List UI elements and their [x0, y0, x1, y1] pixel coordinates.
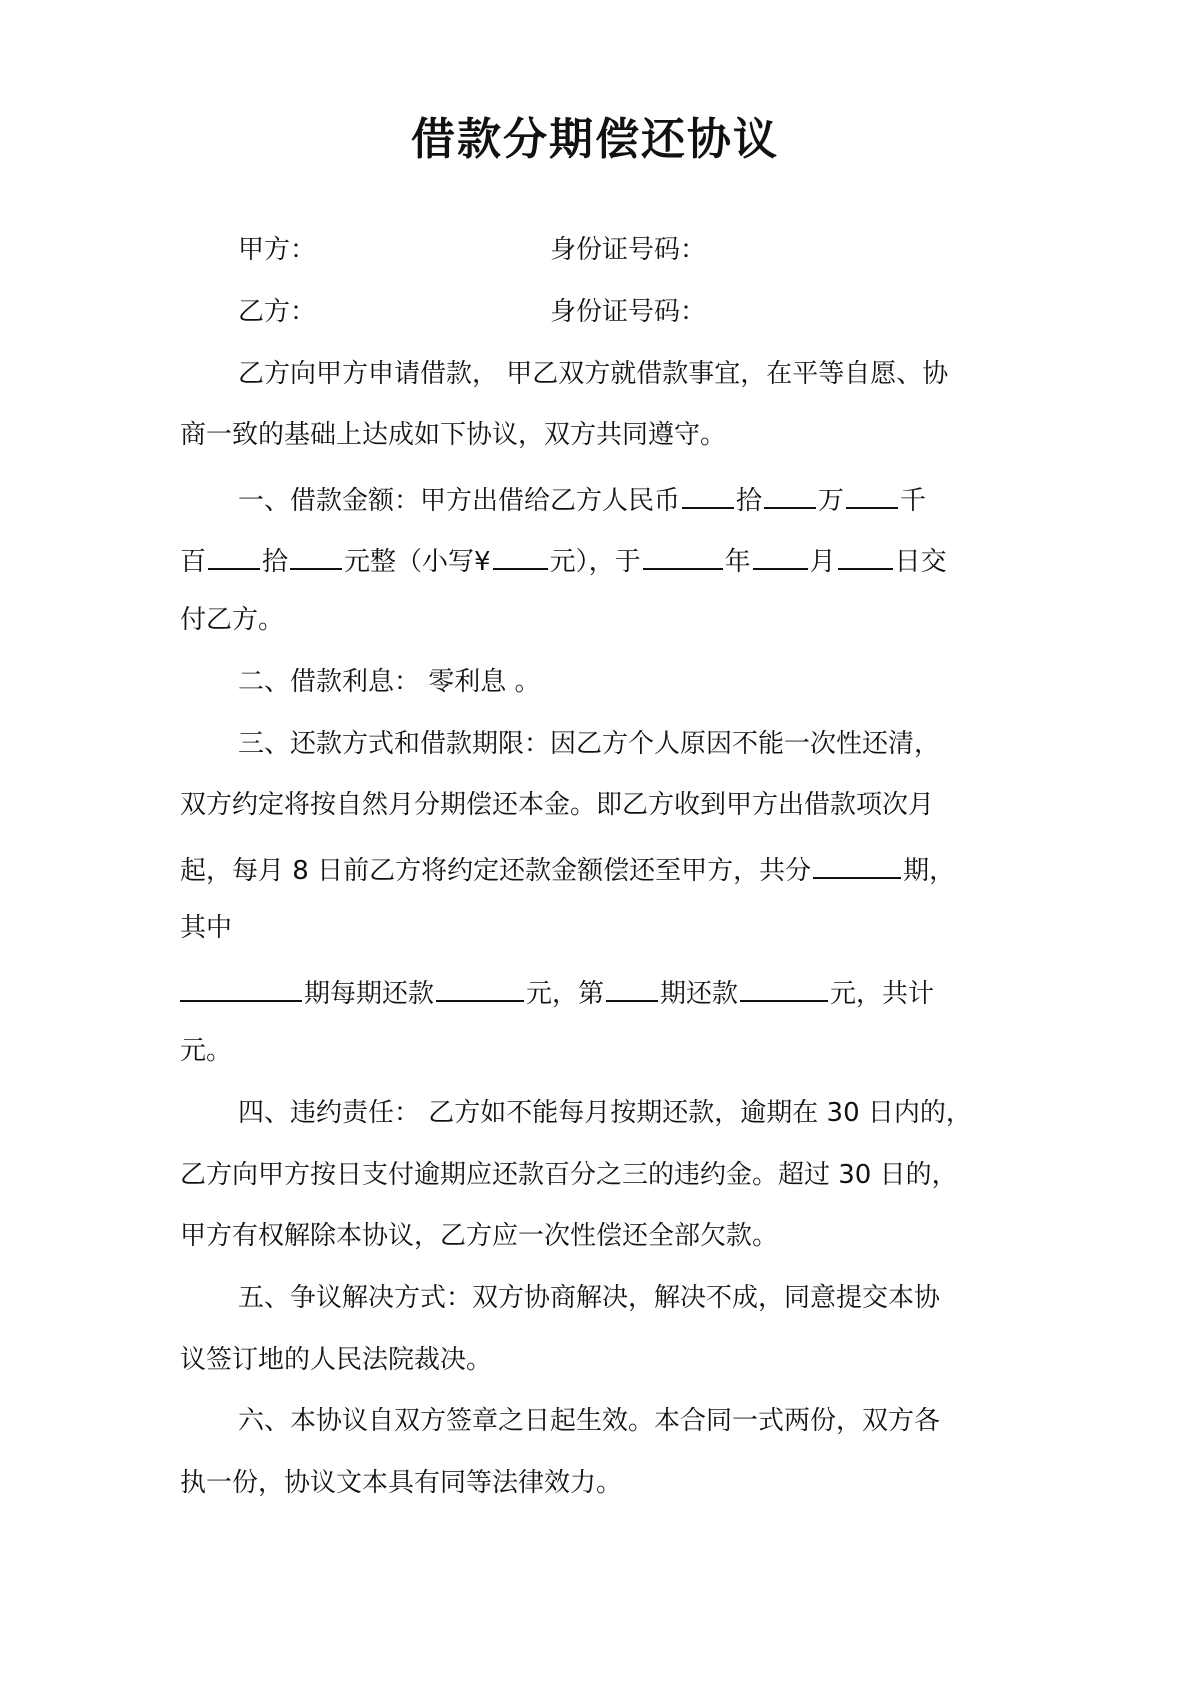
party-b-id-label: 身份证号码： [550, 297, 707, 327]
unit-bai: 百 [180, 547, 207, 577]
intro-line-1: 乙方向甲方申请借款， 甲乙双方就借款事宜，在平等自愿、协 [238, 359, 949, 389]
unit-shi: 拾 [736, 486, 763, 516]
section-2-line: 二、借款利息： 零利息 。 [238, 667, 541, 697]
section-3-line-6: 元。 [180, 1036, 233, 1066]
month-blank[interactable] [753, 538, 808, 570]
periods-text: 期， [903, 856, 956, 886]
periods-blank[interactable] [813, 847, 901, 879]
section-1-line-2 [180, 538, 947, 582]
amount-blank[interactable] [764, 477, 816, 509]
section-3-line-1: 三、还款方式和借款期限：因乙方个人原因不能一次性还清， [238, 729, 941, 759]
unit-qian: 千 [900, 486, 927, 516]
section-3-line-2: 双方约定将按自然月分期偿还本金。即乙方收到甲方出借款项次月 [180, 790, 935, 820]
month-text: 月 [809, 547, 836, 577]
section-3-line-3 [180, 847, 955, 891]
nth-text: 元，第 [526, 979, 605, 1009]
total-text: 元，共计 [830, 979, 935, 1009]
section-1-line-3: 付乙方。 [180, 605, 285, 635]
party-a-id-label: 身份证号码： [550, 235, 707, 265]
section-1-text: 一、借款金额：甲方出借给乙方人民币 [238, 486, 681, 516]
section-1-line-1 [238, 477, 926, 521]
party-a-label: 甲方： [238, 235, 317, 265]
section-6-line-2: 执一份，协议文本具有同等法律效力。 [180, 1468, 623, 1498]
amount-blank[interactable] [208, 538, 260, 570]
amount-text: 元整（小写¥ [344, 547, 491, 577]
per-period-text: 期每期还款 [304, 979, 435, 1009]
year-blank[interactable] [643, 538, 723, 570]
section-4-line-1: 四、违约责任： 乙方如不能每月按期还款，逾期在 30 日内的， [238, 1098, 972, 1128]
section-3-line-5 [180, 970, 934, 1014]
unit-shi: 拾 [262, 547, 289, 577]
amount-number-blank[interactable] [493, 538, 548, 570]
nth-repay-text: 期还款 [660, 979, 739, 1009]
section-3-line-4: 其中 [180, 913, 233, 943]
amount-blank[interactable] [682, 477, 734, 509]
section-5-line-2: 议签订地的人民法院裁决。 [180, 1345, 493, 1375]
party-b-label: 乙方： [238, 297, 317, 327]
day-text: 日交 [894, 547, 947, 577]
section-6-line-1: 六、本协议自双方签章之日起生效。本合同一式两份，双方各 [238, 1406, 941, 1436]
unit-wan: 万 [818, 486, 845, 516]
periods-count-blank[interactable] [180, 970, 302, 1002]
per-period-amount-blank[interactable] [436, 970, 524, 1002]
document-title: 借款分期偿还协议 [411, 114, 779, 165]
nth-period-blank[interactable] [606, 970, 658, 1002]
nth-amount-blank[interactable] [740, 970, 828, 1002]
day-blank[interactable] [838, 538, 893, 570]
section-4-line-3: 甲方有权解除本协议，乙方应一次性偿还全部欠款。 [180, 1221, 779, 1251]
section-4-line-2: 乙方向甲方按日支付逾期应还款百分之三的违约金。超过 30 日的， [180, 1160, 958, 1190]
delivery-text: 元），于 [549, 547, 641, 577]
intro-line-2: 商一致的基础上达成如下协议，双方共同遵守。 [180, 420, 727, 450]
section-5-line-1: 五、争议解决方式：双方协商解决，解决不成，同意提交本协 [238, 1283, 941, 1313]
amount-blank[interactable] [846, 477, 898, 509]
section-3-text: 起，每月 8 日前乙方将约定还款金额偿还至甲方，共分 [180, 856, 812, 886]
year-text: 年 [724, 547, 751, 577]
amount-blank[interactable] [290, 538, 342, 570]
